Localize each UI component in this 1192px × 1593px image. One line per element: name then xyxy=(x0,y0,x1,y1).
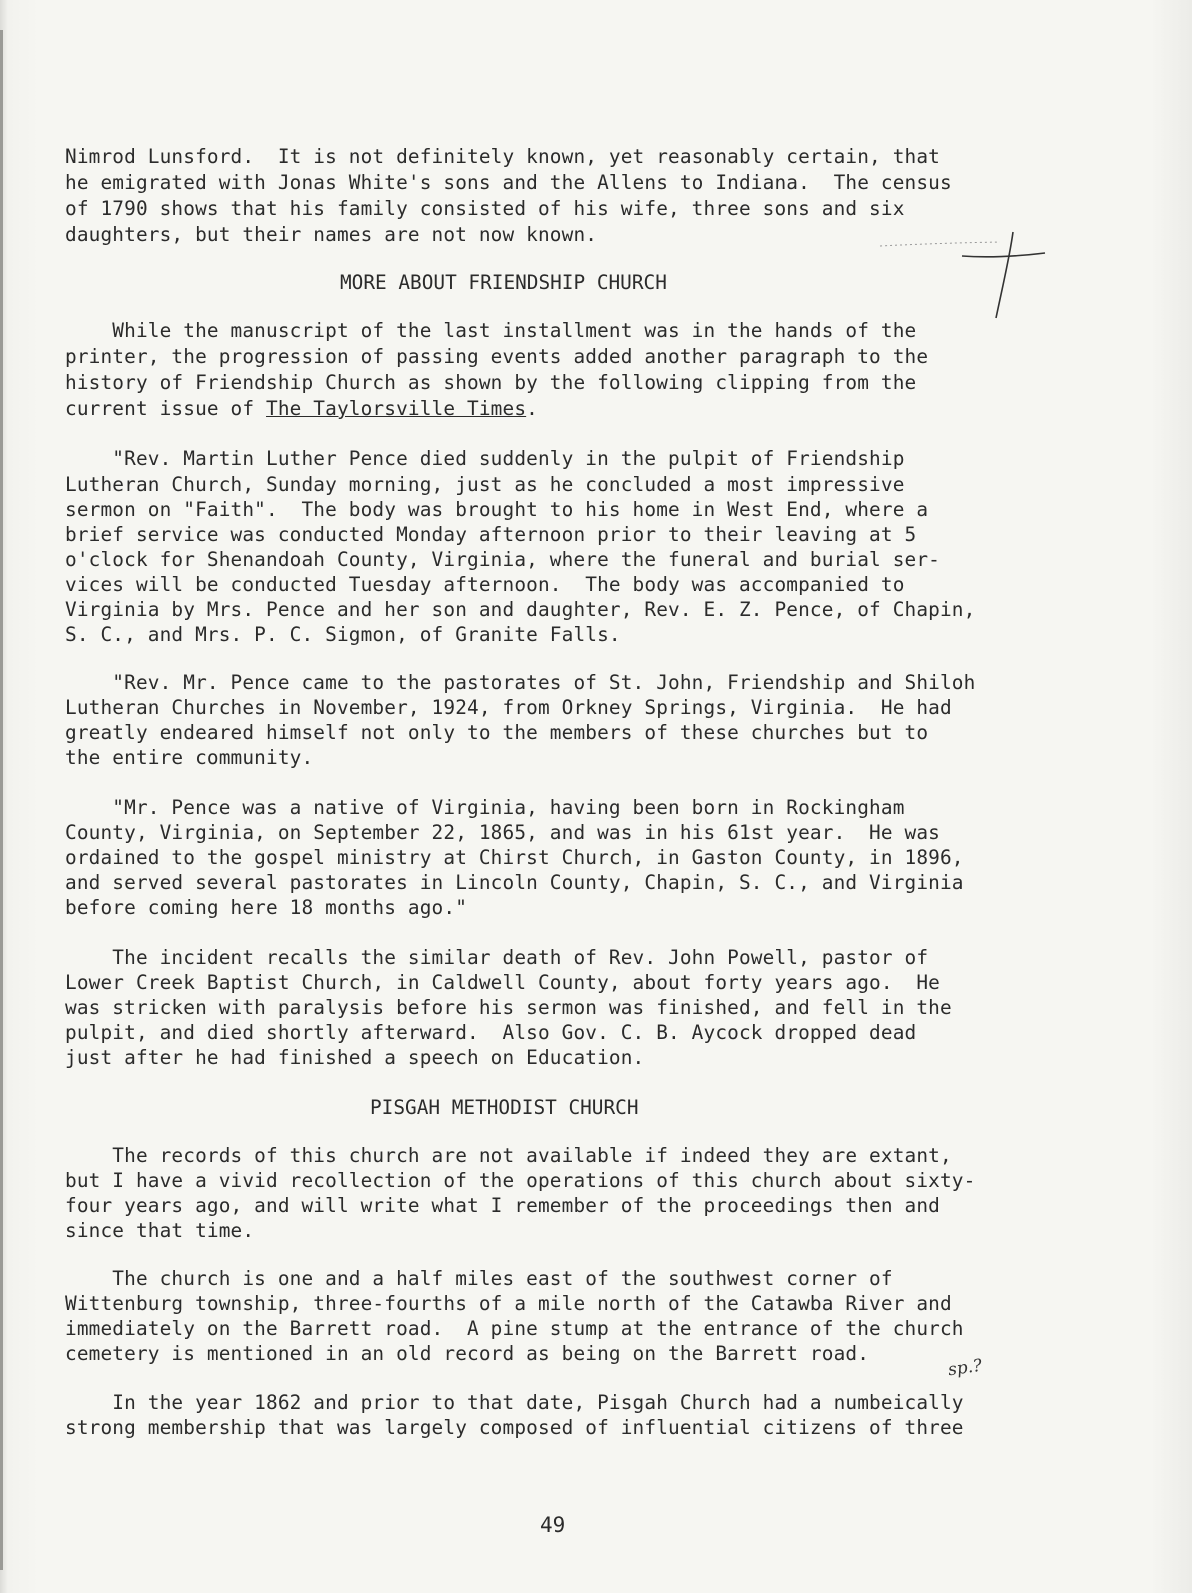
text-line: and served several pastorates in Lincoln County, Chapin, S. C., and Virginia xyxy=(65,871,964,894)
text-line: was stricken with paralysis before his sermon was finished, and fell in the xyxy=(65,996,952,1019)
text-line: strong membership that was largely composed of influential citizens of three xyxy=(65,1416,964,1439)
text-line xyxy=(65,396,538,422)
text-line: cemetery is mentioned in an old record as being on the Barrett road. xyxy=(65,1342,870,1365)
text-line: The records of this church are not available if indeed they are extant, xyxy=(65,1144,952,1167)
text-line: Lutheran Churches in November, 1924, from Orkney Springs, Virginia. He had xyxy=(65,696,952,719)
text-line: greatly endeared himself not only to the members of these churches but to xyxy=(65,721,929,744)
text-line: daughters, but their names are not now known. xyxy=(65,223,598,246)
text-line: brief service was conducted Monday afternoon prior to their leaving at 5 xyxy=(65,523,917,546)
text-line: history of Friendship Church as shown by the following clipping from the xyxy=(65,371,917,394)
text-line: Lower Creek Baptist Church, in Caldwell County, about forty years ago. He xyxy=(65,971,940,994)
text-line: he emigrated with Jonas White's sons and the Allens to Indiana. The census xyxy=(65,171,952,194)
section-heading-friendship: MORE ABOUT FRIENDSHIP CHURCH xyxy=(340,271,667,294)
text-line: ordained to the gospel ministry at Chirst Church, in Gaston County, in 1896, xyxy=(65,846,964,869)
text-line: The incident recalls the similar death of Rev. John Powell, pastor of xyxy=(65,946,929,969)
text-line: S. C., and Mrs. P. C. Sigmon, of Granite Falls. xyxy=(65,623,621,646)
text-line: just after he had finished a speech on Education. xyxy=(65,1046,645,1069)
text-line: vices will be conducted Tuesday afternoon. The body was accompanied to xyxy=(65,573,905,596)
text-line: In the year 1862 and prior to that date, Pisgah Church had a numbeically xyxy=(65,1391,964,1414)
handwritten-margin-note: sp.? xyxy=(946,1355,984,1381)
newspaper-title: The Taylorsville Times xyxy=(266,397,527,420)
text-line: County, Virginia, on September 22, 1865, and was in his 61st year. He was xyxy=(65,821,940,844)
text-line: "Rev. Martin Luther Pence died suddenly in the pulpit of Friendship xyxy=(65,447,905,470)
text-line: of 1790 shows that his family consisted of his wife, three sons and six xyxy=(65,197,905,220)
text-line: immediately on the Barrett road. A pine stump at the entrance of the church xyxy=(65,1317,964,1340)
text-line: Nimrod Lunsford. It is not definitely known, yet reasonably certain, that xyxy=(65,145,940,168)
text-span: current issue of xyxy=(65,397,267,420)
text-line: since that time. xyxy=(65,1219,255,1242)
text-span: . xyxy=(526,397,538,420)
text-line: "Mr. Pence was a native of Virginia, having been born in Rockingham xyxy=(65,796,905,819)
text-line: printer, the progression of passing events added another paragraph to the xyxy=(65,345,929,368)
scan-edge xyxy=(0,30,3,1570)
text-line: o'clock for Shenandoah County, Virginia, where the funeral and burial ser- xyxy=(65,548,940,571)
text-line: four years ago, and will write what I remember of the proceedings then and xyxy=(65,1194,940,1217)
page-number: 49 xyxy=(540,1513,566,1537)
text-line: The church is one and a half miles east of the southwest corner of xyxy=(65,1267,893,1290)
text-line: While the manuscript of the last installment was in the hands of the xyxy=(65,319,917,342)
text-line: but I have a vivid recollection of the operations of this church about sixty- xyxy=(65,1169,976,1192)
text-line: sermon on "Faith". The body was brought to his home in West End, where a xyxy=(65,498,929,521)
section-heading-pisgah: PISGAH METHODIST CHURCH xyxy=(370,1096,639,1119)
text-line: Lutheran Church, Sunday morning, just as he concluded a most impressive xyxy=(65,473,905,496)
text-line: the entire community. xyxy=(65,746,314,769)
text-line: Virginia by Mrs. Pence and her son and daughter, Rev. E. Z. Pence, of Chapin, xyxy=(65,598,976,621)
text-line: pulpit, and died shortly afterward. Also Gov. C. B. Aycock dropped dead xyxy=(65,1021,917,1044)
text-line: before coming here 18 months ago." xyxy=(65,896,468,919)
text-line: "Rev. Mr. Pence came to the pastorates of St. John, Friendship and Shiloh xyxy=(65,671,976,694)
text-line: Wittenburg township, three-fourths of a mile north of the Catawba River and xyxy=(65,1292,952,1315)
